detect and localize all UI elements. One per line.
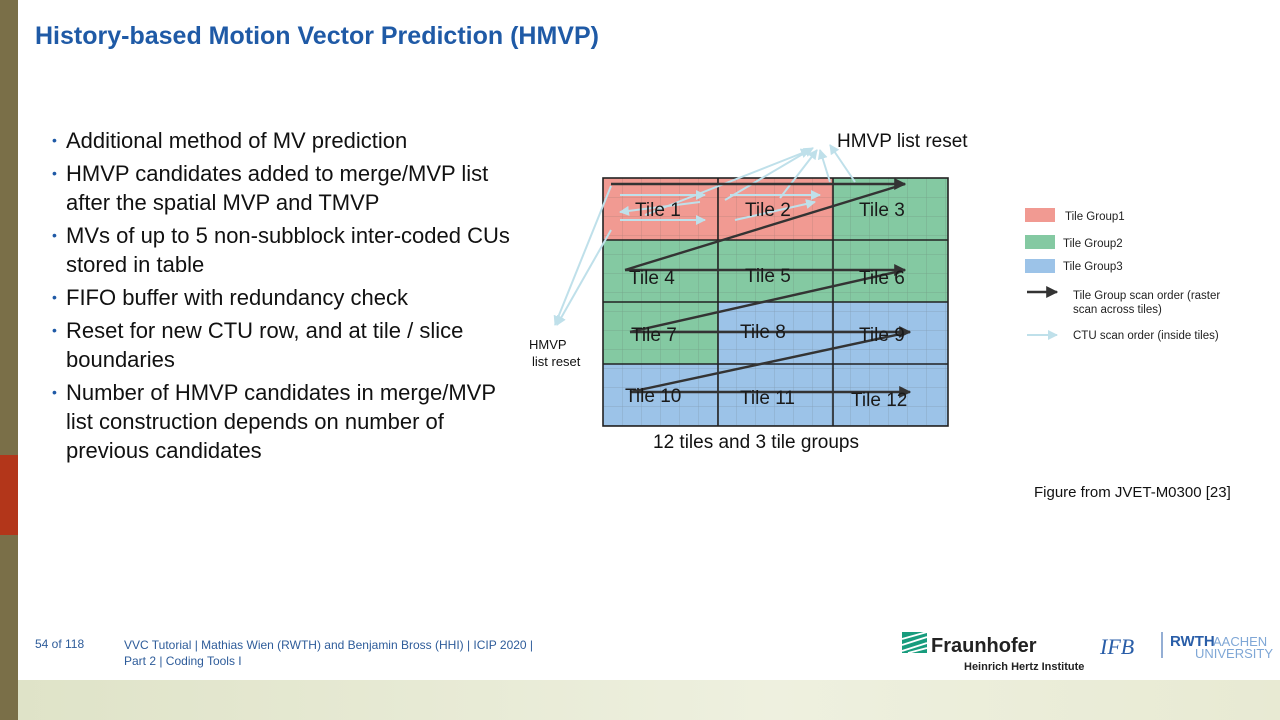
bullet-item: • HMVP candidates added to merge/MVP list after the spatial MVP and TMVP bbox=[52, 161, 489, 215]
bullet-glyph: • bbox=[52, 165, 57, 181]
bullet-glyph: • bbox=[52, 289, 57, 305]
left-accent-bar bbox=[0, 0, 18, 720]
tile-label: Tile 7 bbox=[631, 325, 677, 346]
tile-label: Tile 8 bbox=[740, 322, 786, 343]
figure-bottom-caption: 12 tiles and 3 tile groups bbox=[653, 432, 859, 453]
tile-groups-figure bbox=[525, 120, 1260, 460]
legend-label: Tile Group2 bbox=[1063, 238, 1123, 250]
bullet-item: • Additional method of MV prediction bbox=[52, 128, 408, 153]
legend-label: Tile Group3 bbox=[1063, 261, 1123, 273]
legend-label: Tile Group1 bbox=[1065, 211, 1125, 223]
page-number: 54 of 118 bbox=[35, 637, 85, 651]
hmvp-reset-top-label: HMVP list reset bbox=[837, 131, 968, 152]
bullet-list bbox=[50, 126, 520, 469]
left-accent-marker bbox=[0, 455, 18, 535]
hmvp-reset-left-label: list reset bbox=[532, 354, 581, 369]
rwth-logo: RWTH bbox=[1170, 633, 1215, 650]
legend-swatch-group3 bbox=[1025, 259, 1055, 273]
fraunhofer-name: Fraunhofer bbox=[931, 635, 1037, 657]
figure-source: Figure from JVET-M0300 [23] bbox=[1034, 484, 1231, 501]
bullet-glyph: • bbox=[52, 132, 57, 148]
bullet-item: • MVs of up to 5 non-subblock inter-coded CUs stored in table bbox=[52, 223, 510, 277]
figure-legend bbox=[1025, 208, 1220, 342]
tile-label: Tile 6 bbox=[859, 268, 905, 289]
tile-label: Tile 9 bbox=[859, 325, 905, 346]
legend-swatch-group2 bbox=[1025, 235, 1055, 249]
rwth-aachen: AACHEN bbox=[1213, 634, 1268, 649]
fraunhofer-logo-icon bbox=[902, 632, 927, 653]
rwth-university: UNIVERSITY bbox=[1195, 646, 1274, 661]
bullet-glyph: • bbox=[52, 322, 57, 338]
legend-label: Tile Group scan order (raster bbox=[1073, 290, 1221, 302]
legend-label: CTU scan order (inside tiles) bbox=[1073, 330, 1219, 342]
tile-label: Tile 3 bbox=[859, 200, 905, 221]
logo-area bbox=[900, 628, 1275, 676]
footer-text: VVC Tutorial | Mathias Wien (RWTH) and Benjamin Bross (HHI) | ICIP 2020 | Part 2 | Coding Tools I bbox=[124, 638, 534, 668]
tile-label: Tile 12 bbox=[851, 390, 908, 411]
bullet-glyph: • bbox=[52, 384, 57, 400]
tile-label: Tile 11 bbox=[740, 388, 795, 409]
tile-label: Tile 4 bbox=[629, 268, 675, 289]
legend-label: scan across tiles) bbox=[1073, 304, 1162, 316]
hmvp-reset-left-label: HMVP bbox=[529, 337, 567, 352]
ifb-logo: IFB bbox=[1100, 634, 1135, 659]
bottom-decor-band bbox=[18, 680, 1280, 720]
fraunhofer-subtitle: Heinrich Hertz Institute bbox=[964, 661, 1085, 673]
bullet-item: • FIFO buffer with redundancy check bbox=[52, 285, 408, 310]
bullet-glyph: • bbox=[52, 227, 57, 243]
tile-label: Tile 5 bbox=[745, 266, 791, 287]
bullet-item: • Reset for new CTU row, and at tile / slice boundaries bbox=[52, 318, 464, 372]
tile-label: Tile 1 bbox=[635, 200, 681, 221]
tile-label: Tile 2 bbox=[745, 200, 791, 221]
legend-swatch-group1 bbox=[1025, 208, 1055, 222]
slide-title: History-based Motion Vector Prediction (HMVP) bbox=[35, 22, 599, 50]
bullet-item: • Number of HMVP candidates in merge/MVP list construction depends on number of previous candidates bbox=[52, 380, 496, 463]
tile-label: Tile 10 bbox=[625, 386, 682, 407]
